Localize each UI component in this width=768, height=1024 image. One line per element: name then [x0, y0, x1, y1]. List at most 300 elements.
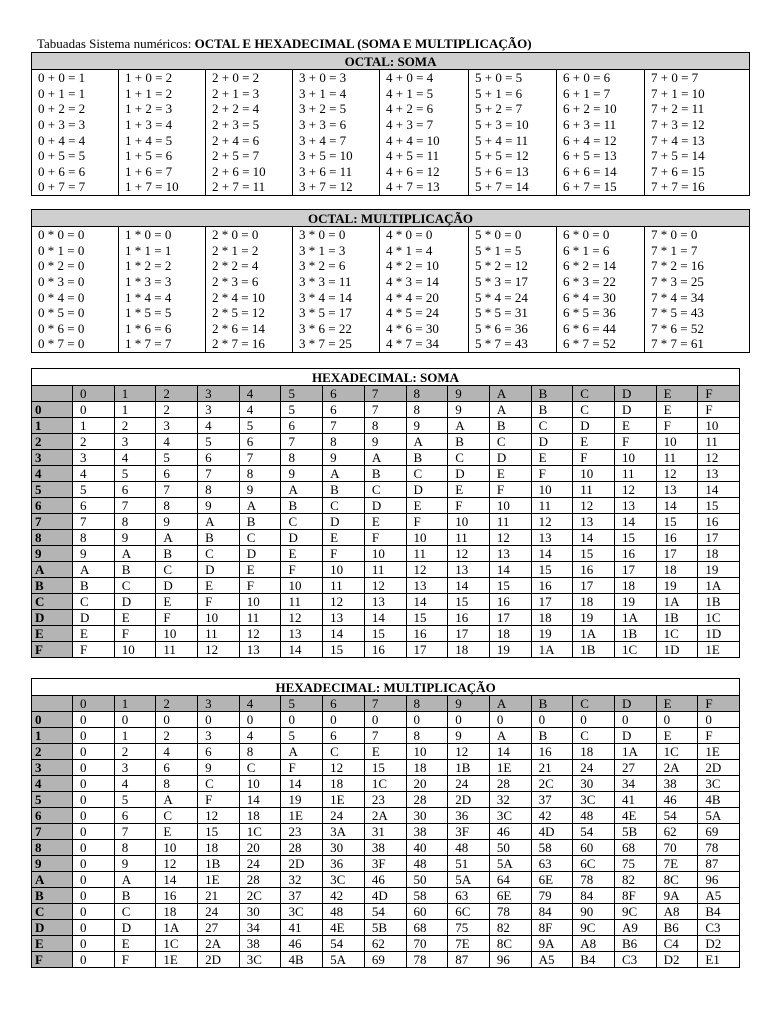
table-cell: C: [239, 760, 281, 776]
table-cell: 9: [364, 434, 406, 450]
table-cell: 0: [698, 712, 740, 728]
table-cell: 1C: [364, 776, 406, 792]
table-cell: 0: [73, 952, 115, 968]
table-row: [32, 840, 740, 856]
table-cell: 16: [156, 888, 198, 904]
table-cell: 27: [614, 760, 656, 776]
column-header: 9: [448, 386, 490, 402]
table-cell: 14: [448, 578, 490, 594]
table-cell: 10: [531, 482, 573, 498]
table-cell: 6C: [448, 904, 490, 920]
table-cell: F: [364, 530, 406, 546]
table-cell: 38: [239, 936, 281, 952]
table-row: [32, 776, 740, 792]
table-cell: 23: [364, 792, 406, 808]
table-cell: E: [239, 562, 281, 578]
table-cell: B: [448, 434, 490, 450]
table-cell: 1 * 6 = 6: [119, 321, 206, 337]
table-cell: 13: [239, 642, 281, 658]
table-cell: 7 * 4 = 34: [645, 289, 750, 305]
table-cell: 6 + 0 = 6: [557, 70, 645, 86]
table-cell: F: [698, 728, 740, 744]
table-row: [32, 562, 740, 578]
table-cell: 12: [448, 546, 490, 562]
table-cell: F: [114, 952, 156, 968]
table-cell: 7 + 3 = 12: [645, 117, 750, 133]
table-cell: 48: [406, 856, 448, 872]
table-cell: F: [489, 482, 531, 498]
column-header: 7: [364, 696, 406, 712]
table-cell: 10: [239, 594, 281, 610]
table-cell: 36: [323, 856, 365, 872]
table-cell: 3 + 0 = 3: [293, 70, 380, 86]
table-cell: 3 + 7 = 12: [293, 179, 380, 195]
table-cell: 7E: [656, 856, 698, 872]
table-cell: 6 * 7 = 52: [557, 336, 645, 352]
table-cell: 4E: [323, 920, 365, 936]
table-row: [32, 101, 750, 117]
table-cell: 18: [614, 578, 656, 594]
table-cell: 54: [323, 936, 365, 952]
table-cell: 5 * 6 = 36: [469, 321, 557, 337]
table-cell: 51: [448, 856, 490, 872]
table-row: [32, 808, 740, 824]
table-cell: A: [114, 546, 156, 562]
table-cell: 12: [198, 808, 240, 824]
table-row: [32, 578, 740, 594]
table-cell: 8: [156, 498, 198, 514]
row-header: 5: [32, 482, 73, 498]
table-cell: 1 + 2 = 3: [119, 101, 206, 117]
table-cell: D2: [698, 936, 740, 952]
row-header: 3: [32, 760, 73, 776]
table-cell: 0 + 7 = 7: [32, 179, 119, 195]
table-cell: 0 * 6 = 0: [32, 321, 119, 337]
table-cell: 15: [448, 594, 490, 610]
row-header: 0: [32, 402, 73, 418]
table-cell: 27: [198, 920, 240, 936]
table-cell: 0: [73, 872, 115, 888]
table-cell: 0: [489, 712, 531, 728]
table-cell: A: [239, 498, 281, 514]
table-cell: 1B: [698, 594, 740, 610]
table-cell: 78: [406, 952, 448, 968]
table-cell: 4: [156, 744, 198, 760]
table-row: [32, 888, 740, 904]
table-row: [32, 824, 740, 840]
column-header: 2: [156, 386, 198, 402]
column-header: C: [573, 386, 615, 402]
table-cell: 1D: [656, 642, 698, 658]
table-cell: 14: [239, 792, 281, 808]
table-cell: 7 * 1 = 7: [645, 243, 750, 259]
table-cell: C: [531, 418, 573, 434]
column-header: 4: [239, 386, 281, 402]
table-cell: 4: [156, 434, 198, 450]
table-cell: F: [156, 610, 198, 626]
table-row: [32, 760, 740, 776]
table-row: [32, 872, 740, 888]
table-row: [32, 243, 750, 259]
table-row: [32, 164, 750, 180]
table-cell: B: [531, 728, 573, 744]
table-cell: 8: [281, 450, 323, 466]
table-cell: 5: [281, 728, 323, 744]
table-cell: 10: [281, 578, 323, 594]
table-row: [32, 227, 750, 243]
table-cell: 50: [406, 872, 448, 888]
table-row: [32, 70, 750, 86]
table-cell: 7: [198, 466, 240, 482]
table-cell: 1: [114, 728, 156, 744]
table-cell: 0 + 1 = 1: [32, 86, 119, 102]
table-cell: C: [323, 744, 365, 760]
table-cell: 2A: [198, 936, 240, 952]
column-header: 9: [448, 696, 490, 712]
row-header: F: [32, 952, 73, 968]
table-cell: A: [281, 482, 323, 498]
table-cell: 9: [281, 466, 323, 482]
table-row: [32, 920, 740, 936]
table-cell: 12: [406, 562, 448, 578]
table-cell: 4 * 5 = 24: [380, 305, 469, 321]
table-cell: 7 * 3 = 25: [645, 274, 750, 290]
table-cell: A: [114, 872, 156, 888]
table-cell: 10: [448, 514, 490, 530]
table-row: [32, 546, 740, 562]
table-cell: 1C: [614, 642, 656, 658]
table-row: [32, 792, 740, 808]
table-cell: 4B: [698, 792, 740, 808]
table-row: [32, 289, 750, 305]
table-cell: 32: [489, 792, 531, 808]
table-cell: 15: [364, 760, 406, 776]
table-row: [32, 712, 740, 728]
table-row: [32, 336, 750, 352]
column-header: 3: [198, 386, 240, 402]
table-cell: 10: [698, 418, 740, 434]
table-cell: 6 * 1 = 6: [557, 243, 645, 259]
table-cell: 4 + 3 = 7: [380, 117, 469, 133]
table-cell: 0 * 3 = 0: [32, 274, 119, 290]
table-cell: 5: [198, 434, 240, 450]
table-cell: 12: [323, 760, 365, 776]
row-header: 4: [32, 466, 73, 482]
table-cell: 17: [531, 594, 573, 610]
table-cell: 1 + 1 = 2: [119, 86, 206, 102]
table-cell: 10: [114, 642, 156, 658]
table-cell: F: [448, 498, 490, 514]
table-cell: 2 * 3 = 6: [206, 274, 293, 290]
table-cell: D: [364, 498, 406, 514]
table-row: [32, 450, 740, 466]
table-cell: 5: [114, 792, 156, 808]
table-cell: 5 * 0 = 0: [469, 227, 557, 243]
table-cell: 16: [656, 530, 698, 546]
table-cell: 75: [614, 856, 656, 872]
table-cell: 4: [239, 402, 281, 418]
table-cell: B: [73, 578, 115, 594]
row-header: 1: [32, 418, 73, 434]
row-header: 9: [32, 856, 73, 872]
table-cell: 9C: [573, 920, 615, 936]
table-cell: 1A: [614, 744, 656, 760]
table-cell: C: [573, 402, 615, 418]
table-cell: 41: [281, 920, 323, 936]
table-cell: 11: [323, 578, 365, 594]
table-cell: 13: [489, 546, 531, 562]
table-cell: C: [489, 434, 531, 450]
table-cell: D: [614, 728, 656, 744]
row-header: 3: [32, 450, 73, 466]
table-row: [32, 728, 740, 744]
table-cell: 0 * 0 = 0: [32, 227, 119, 243]
table-cell: 2C: [239, 888, 281, 904]
table-cell: 18: [448, 642, 490, 658]
row-header: C: [32, 594, 73, 610]
hex-addition-title: HEXADECIMAL: SOMA: [32, 369, 740, 386]
table-cell: 12: [364, 578, 406, 594]
table-cell: 4 * 2 = 10: [380, 258, 469, 274]
table-cell: A5: [698, 888, 740, 904]
table-cell: 3 + 5 = 10: [293, 148, 380, 164]
table-row: [32, 594, 740, 610]
table-cell: E: [364, 514, 406, 530]
table-cell: 7 * 0 = 0: [645, 227, 750, 243]
table-cell: 3: [114, 760, 156, 776]
table-cell: 11: [573, 482, 615, 498]
table-cell: 6: [281, 418, 323, 434]
table-cell: 6 + 7 = 15: [557, 179, 645, 195]
table-cell: E: [156, 824, 198, 840]
table-cell: 0: [73, 904, 115, 920]
table-cell: 0: [656, 712, 698, 728]
table-cell: 10: [573, 466, 615, 482]
table-cell: 6E: [489, 888, 531, 904]
table-cell: 7: [281, 434, 323, 450]
table-cell: 0: [73, 712, 115, 728]
table-cell: 1B: [656, 610, 698, 626]
table-cell: 48: [448, 840, 490, 856]
table-cell: 5A: [698, 808, 740, 824]
table-cell: 7: [239, 450, 281, 466]
table-cell: 3C: [239, 952, 281, 968]
table-cell: 10: [323, 562, 365, 578]
table-cell: E: [573, 434, 615, 450]
table-cell: 1 + 3 = 4: [119, 117, 206, 133]
table-cell: F: [698, 402, 740, 418]
table-cell: 54: [364, 904, 406, 920]
table-cell: 7: [364, 402, 406, 418]
table-cell: 42: [323, 888, 365, 904]
row-header: A: [32, 872, 73, 888]
table-cell: 2: [156, 402, 198, 418]
table-cell: C4: [656, 936, 698, 952]
table-cell: A: [73, 562, 115, 578]
table-cell: 14: [323, 626, 365, 642]
table-cell: 6E: [531, 872, 573, 888]
table-cell: 1: [114, 402, 156, 418]
table-cell: 0 * 1 = 0: [32, 243, 119, 259]
table-cell: 70: [656, 840, 698, 856]
table-cell: 36: [448, 808, 490, 824]
table-cell: 5: [281, 402, 323, 418]
table-cell: 14: [281, 642, 323, 658]
table-cell: 7 + 0 = 7: [645, 70, 750, 86]
table-cell: 15: [698, 498, 740, 514]
table-cell: 13: [531, 530, 573, 546]
table-row: [32, 305, 750, 321]
table-row: [32, 466, 740, 482]
table-cell: 48: [573, 808, 615, 824]
table-cell: 2 * 5 = 12: [206, 305, 293, 321]
table-cell: 0 + 3 = 3: [32, 117, 119, 133]
column-header: 5: [281, 386, 323, 402]
table-cell: F: [614, 434, 656, 450]
table-cell: E: [323, 530, 365, 546]
table-cell: C3: [614, 952, 656, 968]
table-cell: 21: [198, 888, 240, 904]
table-cell: 3C: [323, 872, 365, 888]
table-row: [32, 744, 740, 760]
table-cell: 14: [281, 776, 323, 792]
table-cell: 14: [406, 594, 448, 610]
table-cell: 60: [573, 840, 615, 856]
row-header: F: [32, 642, 73, 658]
table-cell: 1A: [698, 578, 740, 594]
table-cell: 1 + 4 = 5: [119, 132, 206, 148]
table-cell: 13: [698, 466, 740, 482]
row-header: E: [32, 626, 73, 642]
table-cell: 23: [281, 824, 323, 840]
table-cell: 2 + 5 = 7: [206, 148, 293, 164]
table-cell: 11: [656, 450, 698, 466]
table-cell: 5 + 1 = 6: [469, 86, 557, 102]
column-header: A: [489, 386, 531, 402]
row-header: B: [32, 578, 73, 594]
table-cell: 16: [448, 610, 490, 626]
table-cell: 3: [198, 402, 240, 418]
table-cell: 7 + 1 = 10: [645, 86, 750, 102]
row-header: D: [32, 610, 73, 626]
table-cell: 4 * 0 = 0: [380, 227, 469, 243]
table-cell: 6 * 0 = 0: [557, 227, 645, 243]
table-cell: E1: [698, 952, 740, 968]
table-cell: A: [448, 418, 490, 434]
column-header: 6: [323, 696, 365, 712]
table-cell: B6: [614, 936, 656, 952]
table-cell: 6 + 5 = 13: [557, 148, 645, 164]
table-cell: 9: [239, 482, 281, 498]
table-cell: 5 * 5 = 31: [469, 305, 557, 321]
table-cell: 2 * 1 = 2: [206, 243, 293, 259]
table-cell: 1 * 4 = 4: [119, 289, 206, 305]
table-cell: 70: [406, 936, 448, 952]
table-cell: 3: [114, 434, 156, 450]
table-cell: 4 * 6 = 30: [380, 321, 469, 337]
table-cell: 6: [156, 760, 198, 776]
table-cell: 6: [323, 402, 365, 418]
table-cell: F: [198, 792, 240, 808]
table-cell: 11: [239, 610, 281, 626]
table-cell: F: [323, 546, 365, 562]
table-cell: 3F: [364, 856, 406, 872]
table-cell: 18: [198, 840, 240, 856]
table-cell: 11: [406, 546, 448, 562]
column-header: D: [614, 696, 656, 712]
table-cell: F: [406, 514, 448, 530]
table-cell: E: [281, 546, 323, 562]
table-cell: 5 + 5 = 12: [469, 148, 557, 164]
table-cell: 6 * 6 = 44: [557, 321, 645, 337]
table-cell: 0: [73, 744, 115, 760]
table-cell: 17: [614, 562, 656, 578]
table-cell: 13: [406, 578, 448, 594]
table-cell: 19: [573, 610, 615, 626]
table-cell: B: [198, 530, 240, 546]
table-row: [32, 498, 740, 514]
table-cell: 3 + 2 = 5: [293, 101, 380, 117]
table-cell: 1 * 2 = 2: [119, 258, 206, 274]
column-header: 6: [323, 386, 365, 402]
table-cell: 16: [531, 578, 573, 594]
table-cell: 3 * 6 = 22: [293, 321, 380, 337]
table-cell: 50: [489, 840, 531, 856]
table-cell: E: [489, 466, 531, 482]
table-cell: 6: [239, 434, 281, 450]
table-cell: 24: [323, 808, 365, 824]
table-cell: A9: [614, 920, 656, 936]
table-cell: B: [489, 418, 531, 434]
table-row: [32, 179, 750, 195]
table-cell: 3 * 5 = 17: [293, 305, 380, 321]
table-cell: 15: [656, 514, 698, 530]
table-cell: 4 * 7 = 34: [380, 336, 469, 352]
table-row: [32, 86, 750, 102]
table-cell: 16: [531, 744, 573, 760]
column-header: E: [656, 386, 698, 402]
table-cell: 9: [198, 760, 240, 776]
table-cell: 3A: [323, 824, 365, 840]
table-cell: 7: [156, 482, 198, 498]
table-cell: 3 * 1 = 3: [293, 243, 380, 259]
column-header: 3: [198, 696, 240, 712]
table-cell: 18: [323, 776, 365, 792]
table-cell: 24: [448, 776, 490, 792]
table-cell: 28: [281, 840, 323, 856]
table-cell: 1B: [573, 642, 615, 658]
table-cell: D: [489, 450, 531, 466]
table-cell: 6 + 1 = 7: [557, 86, 645, 102]
table-cell: 12: [239, 626, 281, 642]
corner-cell: [32, 696, 73, 712]
table-cell: 10: [198, 610, 240, 626]
table-cell: 2 + 2 = 4: [206, 101, 293, 117]
table-cell: 1C: [698, 610, 740, 626]
table-cell: 9: [448, 728, 490, 744]
table-cell: E: [531, 450, 573, 466]
column-header: 0: [73, 696, 115, 712]
table-cell: 40: [406, 840, 448, 856]
table-cell: 12: [698, 450, 740, 466]
table-cell: 11: [489, 514, 531, 530]
table-cell: 8: [406, 728, 448, 744]
table-cell: F: [281, 562, 323, 578]
table-cell: 1E: [156, 952, 198, 968]
table-cell: 19: [281, 792, 323, 808]
table-row: [32, 258, 750, 274]
table-cell: 0: [239, 712, 281, 728]
